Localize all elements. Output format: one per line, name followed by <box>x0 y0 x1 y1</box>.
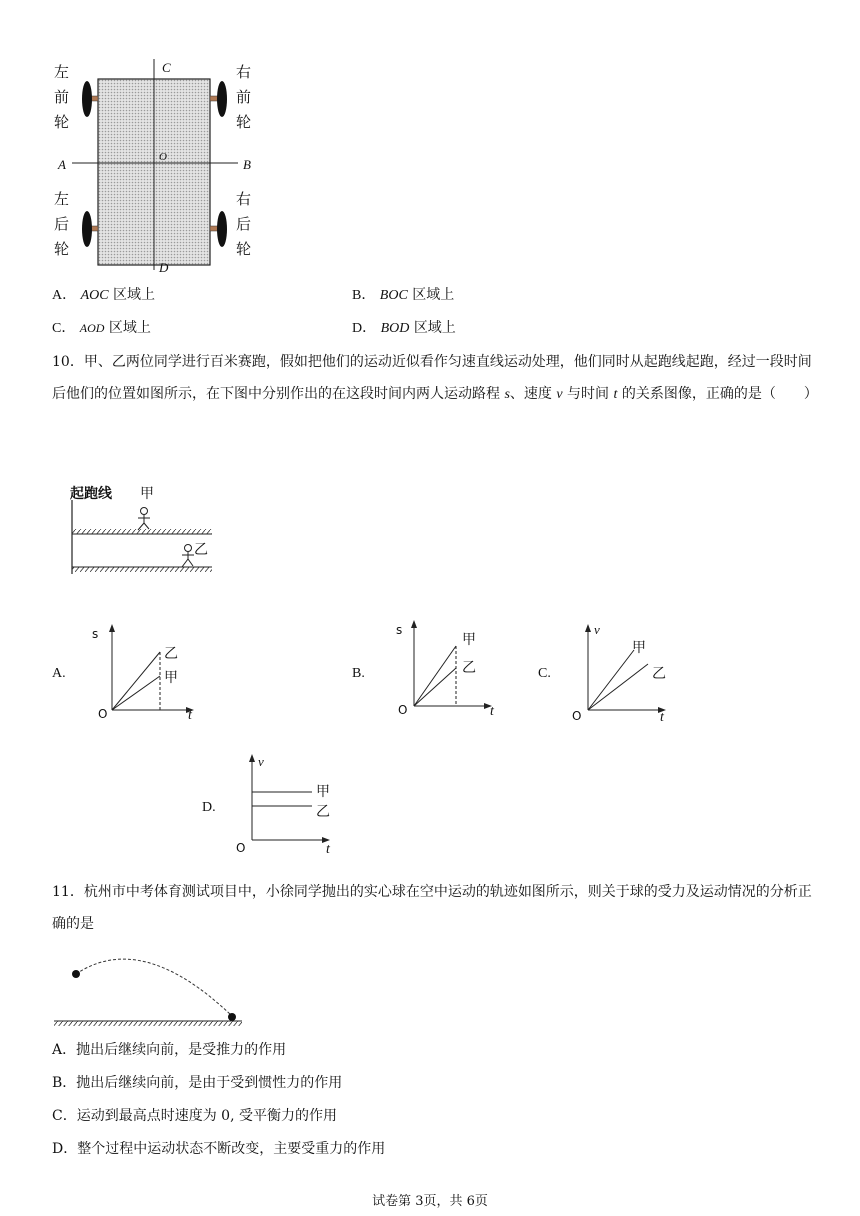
label-b: B <box>243 157 251 172</box>
graph-d-xaxis: t <box>326 842 330 857</box>
ball-trajectory-figure <box>52 950 252 1030</box>
graph-a-origin: O <box>98 707 108 721</box>
q11-option-d[interactable]: D．整个过程中运动状态不断改变，主要受重力的作用 <box>52 1141 386 1157</box>
graph-c-lower-label: 乙 <box>652 666 666 682</box>
graph-c-letter[interactable]: C. <box>538 666 551 681</box>
page-footer: 试卷第 3页，共 6页 <box>372 1194 488 1209</box>
runner-jia-label: 甲 <box>140 486 154 502</box>
q9-option-c[interactable]: C． AOD 区域上 <box>52 320 151 336</box>
graph-c-origin: O <box>572 709 582 723</box>
left-front-label-3: 轮 <box>54 113 70 131</box>
trajectory-path <box>76 959 232 1016</box>
q9-option-d[interactable]: D． BOD 区域上 <box>352 320 456 336</box>
graph-c-yaxis: v <box>594 622 600 637</box>
left-front-wheel <box>82 81 92 117</box>
graph-b-origin: O <box>398 703 408 717</box>
graph-b-lower-line <box>414 668 456 706</box>
graph-b-upper-line <box>414 646 456 706</box>
graph-a-upper-label: 乙 <box>164 646 178 662</box>
ball-start <box>72 970 80 978</box>
graph-d-yaxis: v <box>258 754 264 769</box>
graph-b-letter[interactable]: B. <box>352 666 365 681</box>
q11-stem: 11．杭州市中考体育测试项目中，小徐同学抛出的实心球在空中运动的轨迹如图所示，则关于球的受力及运动情况的分析正确的是 <box>52 884 812 932</box>
runner-jia <box>138 508 150 531</box>
label-d: D <box>159 260 169 275</box>
start-line-label: 起跑线 <box>70 486 112 502</box>
graph-b-lower-label: 乙 <box>462 660 476 676</box>
q10-stem: 10．甲、乙两位同学进行百米赛跑，假如把他们的运动近似看作匀速直线运动处理，他们同时从起跑线起跑，经过一段时间后他们的位置如图所示，在下图中分别作出的在这段时间内两人运动路程 s、速度 v 与时间 t 的关系图像，正确的是（ ） <box>52 354 818 402</box>
graph-d-letter[interactable]: D. <box>202 800 216 815</box>
right-rear-label-2: 后 <box>236 215 252 233</box>
right-front-label-3: 轮 <box>236 113 252 131</box>
graph-a-letter[interactable]: A. <box>52 666 66 681</box>
q11-option-b[interactable]: B．抛出后继续向前，是由于受到惯性力的作用 <box>52 1075 343 1091</box>
runner-yi-label: 乙 <box>194 542 208 558</box>
right-front-wheel <box>217 81 227 117</box>
left-rear-wheel <box>82 211 92 247</box>
graph-b-xaxis: t <box>490 704 494 719</box>
label-a: A <box>58 157 66 172</box>
right-rear-wheel <box>217 211 227 247</box>
graph-c-xaxis: t <box>660 710 664 725</box>
left-rear-label-3: 轮 <box>54 240 70 258</box>
graph-d-upper-label: 甲 <box>316 784 330 800</box>
graph-d-origin: O <box>236 841 246 855</box>
graph-a-yaxis: s <box>92 627 99 641</box>
graph-b-yaxis: s <box>396 623 403 637</box>
right-rear-label-3: 轮 <box>236 240 252 258</box>
graph-b[interactable] <box>394 616 504 721</box>
q11-option-c[interactable]: C．运动到最高点时速度为 0, 受平衡力的作用 <box>52 1108 337 1124</box>
left-rear-label-2: 后 <box>54 215 70 233</box>
q9-option-b[interactable]: B． BOC 区域上 <box>352 287 455 303</box>
graph-a-xaxis: t <box>188 708 192 723</box>
graph-c-upper-label: 甲 <box>632 640 646 656</box>
left-front-label-2: 前 <box>54 88 70 106</box>
q11-option-a[interactable]: A．抛出后继续向前，是受推力的作用 <box>52 1042 287 1058</box>
graph-b-upper-label: 甲 <box>462 632 476 648</box>
label-o: O <box>159 151 167 163</box>
graph-d-lower-label: 乙 <box>316 804 330 820</box>
q9-option-a[interactable]: A． AOC 区域上 <box>52 287 156 303</box>
graph-a-lower-label: 甲 <box>164 670 178 686</box>
left-front-label-1: 左 <box>54 63 70 81</box>
left-rear-label-1: 左 <box>54 190 70 208</box>
graph-a[interactable] <box>92 620 202 725</box>
runner-yi <box>182 545 194 568</box>
right-front-label-1: 右 <box>236 63 252 81</box>
label-c: C <box>162 60 171 75</box>
right-front-label-2: 前 <box>236 88 252 106</box>
ball-end <box>228 1013 236 1021</box>
right-rear-label-1: 右 <box>236 190 252 208</box>
